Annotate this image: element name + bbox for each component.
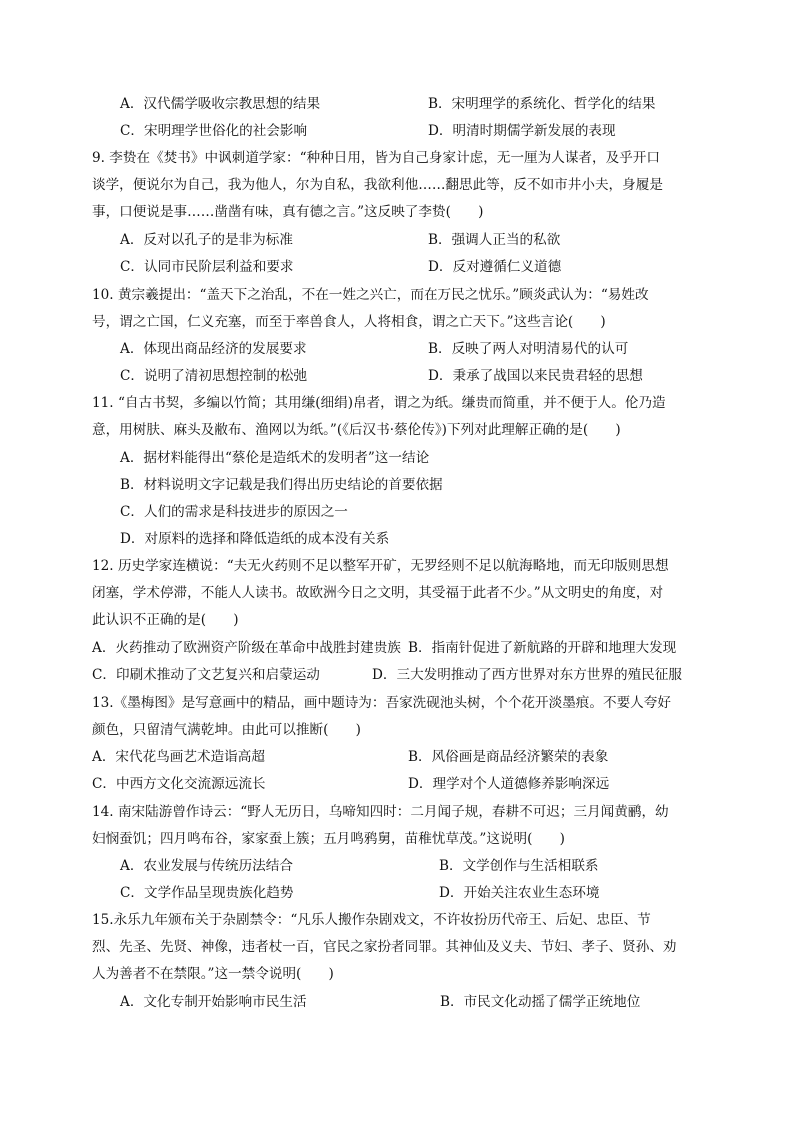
q12-option-d: D．三大发明推动了西方世界对东方世界的殖民征服 xyxy=(372,667,682,683)
q8-option-a: A．汉代儒学吸收宗教思想的结果 xyxy=(120,96,321,112)
q14-option-d: D．开始关注农业生态环境 xyxy=(439,885,600,901)
q8-option-c: C．宋明理学世俗化的社会影响 xyxy=(120,123,308,139)
q12-stem-line-3: 此认识不正确的是( ) xyxy=(92,612,239,628)
q10-option-b: B．反映了两人对明清易代的认可 xyxy=(428,341,629,357)
q14-option-c: C．文学作品呈现贵族化趋势 xyxy=(120,885,294,901)
q13-stem-line-1: 13.《墨梅图》是写意画中的精品，画中题诗为：吾家洗砚池头树，个个花开淡墨痕。不要人夸好 xyxy=(92,695,671,711)
q9-stem-line-3: 事，口便说是事……凿凿有味，真有德之言。”这反映了李贽( ) xyxy=(92,204,484,220)
q13-option-c: C．中西方文化交流源远流长 xyxy=(92,776,266,792)
q15-stem-line-3: 人为善者不在禁限。”这一禁令说明( ) xyxy=(92,966,334,982)
q8-option-b: B．宋明理学的系统化、哲学化的结果 xyxy=(428,96,656,112)
q10-option-d: D．秉承了战国以来民贵君轻的思想 xyxy=(428,368,643,384)
q13-option-b: B．风俗画是商品经济繁荣的表象 xyxy=(408,749,609,765)
q10-stem-line-2: 号，谓之亡国，仁义充塞，而至于率兽食人，人将相食，谓之亡天下。”这些言论( ) xyxy=(92,314,606,330)
q13-option-a: A．宋代花鸟画艺术造诣高超 xyxy=(92,749,265,765)
q13-stem-line-2: 颜色，只留清气满乾坤。由此可以推断( ) xyxy=(92,722,361,738)
q14-option-b: B．文学创作与生活相联系 xyxy=(439,858,599,874)
q14-stem-line-1: 14. 南宋陆游曾作诗云：“野人无历日，乌啼知四时：二月闻子规，春耕不可迟；三月闻黄鹂，幼 xyxy=(92,804,669,820)
q10-stem-line-1: 10. 黄宗羲提出：“盖天下之治乱，不在一姓之兴亡，而在万民之忧乐。”顾炎武认为：“易姓改 xyxy=(92,287,649,303)
q12-stem-line-2: 闭塞，学术停滞，不能人人读书。故欧洲今日之文明，其受福于此者不少。”从文明史的角度，对 xyxy=(92,585,664,601)
q12-option-b: B．指南针促进了新航路的开辟和地理大发现 xyxy=(408,640,677,656)
q11-option-a: A．据材料能得出“蔡伦是造纸术的发明者”这一结论 xyxy=(120,450,430,466)
q14-option-a: A．农业发展与传统历法结合 xyxy=(120,858,293,874)
q10-option-a: A．体现出商品经济的发展要求 xyxy=(120,341,307,357)
q9-stem-line-2: 谈学，便说尔为自己，我为他人，尔为自私，我欲利他……翻思此等，反不如市井小夫，身履是 xyxy=(92,177,663,193)
q10-option-c: C．说明了清初思想控制的松弛 xyxy=(120,368,308,384)
q11-stem-line-2: 意，用树肤、麻头及敝布、渔网以为纸。”(《后汉书·蔡伦传》)下列对此理解正确的是( ) xyxy=(92,422,621,438)
q12-stem-line-1: 12. 历史学家连横说：“夫无火药则不足以整军开矿，无罗经则不足以航海略地，而无印版则思想 xyxy=(92,558,669,574)
q13-option-d: D．理学对个人道德修养影响深远 xyxy=(408,776,610,792)
q12-option-a: A．火药推动了欧洲资产阶级在革命中战胜封建贵族 xyxy=(92,640,401,656)
q15-stem-line-2: 烈、先圣、先贤、神像，违者杖一百，官民之家扮者同罪。其神仙及义夫、节妇、孝子、贤孙、劝 xyxy=(92,939,677,955)
q9-option-b: B．强调人正当的私欲 xyxy=(428,232,561,248)
q11-option-c: C．人们的需求是科技进步的原因之一 xyxy=(120,504,348,520)
q9-option-c: C．认同市民阶层利益和要求 xyxy=(120,259,294,275)
q12-option-c: C．印刷术推动了文艺复兴和启蒙运动 xyxy=(92,667,320,683)
q11-option-d: D．对原料的选择和降低造纸的成本没有关系 xyxy=(120,531,390,547)
q11-option-b: B．材料说明文字记载是我们得出历史结论的首要依据 xyxy=(120,477,443,493)
q9-stem-line-1: 9. 李贽在《焚书》中讽刺道学家：“种种日用，皆为自己身家计虑，无一厘为人谋者，及乎开口 xyxy=(92,150,660,166)
q9-option-d: D．反对遵循仁义道德 xyxy=(428,259,562,275)
q14-stem-line-2: 妇悯蚕饥；四月鸣布谷，家家蚕上簇；五月鸣鸦舅，苗稚忧草茂。”这说明( ) xyxy=(92,831,565,847)
q9-option-a: A．反对以孔子的是非为标准 xyxy=(120,232,293,248)
q15-option-b: B．市民文化动摇了儒学正统地位 xyxy=(440,994,641,1010)
q11-stem-line-1: 11. “自古书契，多编以竹简；其用缣(细绢)帛者，谓之为纸。缣贵而简重，并不便于人。伦乃造 xyxy=(92,395,666,411)
q8-option-d: D．明清时期儒学新发展的表现 xyxy=(428,123,616,139)
q15-stem-line-1: 15.永乐九年颁布关于杂剧禁令：“凡乐人搬作杂剧戏文，不许妆扮历代帝王、后妃、忠臣、节 xyxy=(92,912,651,928)
q15-option-a: A．文化专制开始影响市民生活 xyxy=(120,994,307,1010)
